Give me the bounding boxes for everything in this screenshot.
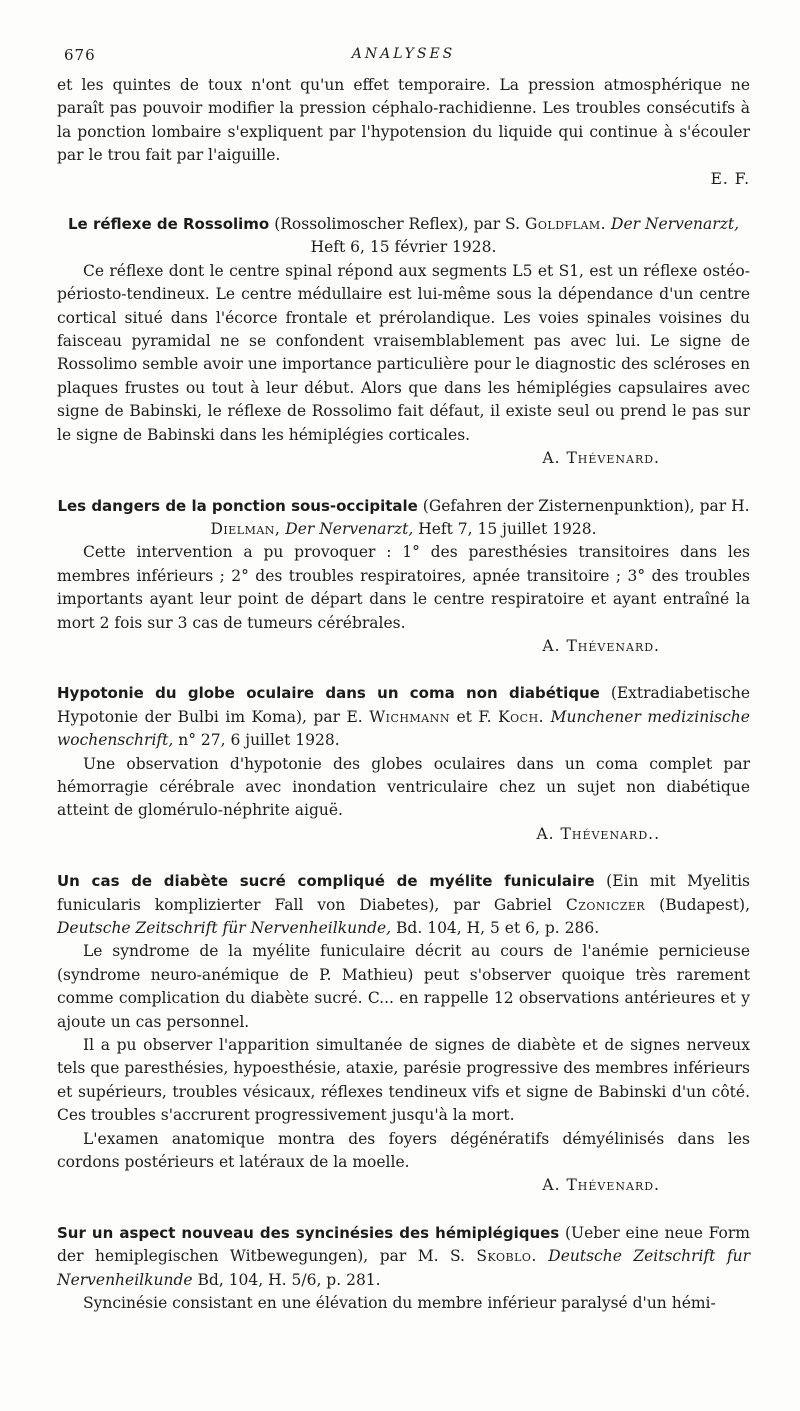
abstract-author: Skoblo. bbox=[476, 1247, 537, 1266]
abstract-by: par M. S. bbox=[379, 1247, 465, 1266]
continuation-paragraph bbox=[57, 74, 750, 168]
continuation-text: et les quintes de toux n'ont qu'un effet temporaire. La pression atmosphérique ne paraît pas pouvoir modifier la pression céphalo-rachidienne. Les troubles consécutifs à la ponction lombaire s'expliquent par l'hypotension du liquide qui continue à s'écouler par le trou fait par l'aiguille. bbox=[57, 76, 750, 165]
abstract-paragraph: Une observation d'hypotonie des globes oculaires dans un coma complet par hémorragie cérébrale avec inondation ventriculaire chez un sujet non diabétique atteint de glomérulo-néphrite aiguë. bbox=[57, 754, 750, 820]
abstract-heading bbox=[57, 870, 750, 940]
abstract-author: Goldflam. bbox=[525, 215, 607, 234]
abstract-translation: (Ueber eine neue Form der hemiplegischen Witbewegungen), bbox=[57, 1223, 750, 1266]
abstract-author: Dielman, bbox=[210, 519, 281, 538]
page-number: 676 bbox=[64, 46, 96, 64]
abstract-by: par Gabriel bbox=[453, 895, 552, 914]
abstract-reference: n° 27, 6 juillet 1928. bbox=[178, 731, 340, 750]
abstract-title: Sur un aspect nouveau des syncinésies des hémiplégiques bbox=[57, 1223, 560, 1242]
abstract-author: Czoniczer bbox=[565, 895, 646, 914]
abstract-signature: A. Thévenard. bbox=[542, 1176, 660, 1195]
running-head bbox=[57, 46, 750, 74]
abstract-journal: Munchener medizinische wochenschrift, bbox=[57, 707, 750, 750]
abstract-paragraph bbox=[57, 541, 750, 635]
abstract-title: Un cas de diabète sucré compliqué de myélite funiculaire bbox=[57, 872, 595, 891]
abstract-hypotonie bbox=[57, 682, 750, 846]
abstract-translation: (Ein mit Myelitis funicularis komplizierter Fall von Diabetes), bbox=[57, 872, 750, 914]
abstract-paragraph: Il a pu observer l'apparition simultanée de signes de diabète et de signes nerveux tels que paresthésies, hypoesthésie, ataxie, parésie progressive des membres inférieurs et supérieurs, troubles vésicaux, réflexes tendineux vifs et signe de Babinski d'un côté. Ces troubles s'accrurent progressivement jusqu'à la mort. bbox=[57, 1036, 750, 1125]
abstract-by: par S. bbox=[473, 215, 521, 234]
abstract-author-2: Koch. bbox=[498, 707, 545, 726]
abstract-heading bbox=[57, 213, 750, 260]
abstract-heading bbox=[57, 682, 750, 752]
abstract-reference: Heft 7, 15 juillet 1928. bbox=[418, 519, 597, 538]
abstract-journal: Der Nervenarzt, bbox=[285, 519, 414, 538]
abstract-paragraph: L'examen anatomique montra des foyers dégénératifs démyélinisés dans les cordons postérieurs et latéraux de la moelle. bbox=[57, 1129, 750, 1172]
abstract-reference: Bd. 104, H, 5 et 6, p. 286. bbox=[396, 919, 600, 937]
abstract-journal: Deutsche Zeitschrift fur Nervenheilkunde bbox=[57, 1247, 750, 1289]
abstract-heading bbox=[57, 1222, 750, 1292]
abstract-and: et F. bbox=[456, 707, 492, 726]
abstract-heading bbox=[57, 495, 750, 542]
abstract-rossolimo bbox=[57, 213, 750, 470]
abstract-by: par E. bbox=[313, 707, 363, 726]
abstract-paragraph: Ce réflexe dont le centre spinal répond aux segments L5 et S1, est un réflexe ostéo-périosto-tendineux. Le centre médullaire est lui-même sous la dépendance d'un centre cortical situé dans l'écorce frontale et prérolandique. Les voies spinales voisines du faisceau pyramidal ne se confondent vraisemblablement pas avec lui. Le signe de Rossolimo semble avoir une importance particulière pour le diagnostic des scléroses en plaques frustes ou tout à leur début. Alors que dans les hémiplégies capsulaires avec signe de Babinski, le réflexe de Rossolimo fait défaut, il existe seul ou prend le pas sur le signe de Babinski dans les hémiplégies corticales. bbox=[57, 261, 750, 444]
abstract-syncinesies bbox=[57, 1222, 750, 1316]
abstract-reference: Bd, 104, H. 5/6, p. 281. bbox=[197, 1270, 381, 1289]
abstract-author: Wichmann bbox=[369, 707, 450, 726]
abstract-translation: (Rossolimoscher Reflex), bbox=[274, 215, 469, 234]
continuation-signature: E. F. bbox=[710, 169, 750, 188]
abstract-reference: Heft 6, 15 février 1928. bbox=[310, 238, 497, 257]
abstract-signature: A. Thévenard.. bbox=[536, 824, 660, 843]
abstract-place: (Budapest), bbox=[659, 895, 751, 914]
running-title: ANALYSES bbox=[351, 46, 456, 62]
abstract-journal: Der Nervenarzt, bbox=[611, 215, 740, 234]
abstract-ponction-sous-occipitale bbox=[57, 495, 750, 659]
abstract-myelite-funiculaire bbox=[57, 870, 750, 1198]
abstract-translation: (Gefahren der Zisternenpunktion), bbox=[422, 496, 695, 515]
abstract-paragraph: Syncinésie consistant en une élévation du membre inférieur paralysé d'un hémi- bbox=[83, 1294, 716, 1313]
abstract-by: par H. bbox=[699, 496, 750, 515]
abstract-journal: Deutsche Zeitschrift für Nervenheilkunde, bbox=[57, 919, 392, 937]
abstract-paragraph: Le syndrome de la myélite funiculaire décrit au cours de l'anémie pernicieuse (syndrome neuro-anémique de P. Mathieu) peut s'observer quoique très rarement comme complication du diabète sucré. C... en rappelle 12 observations antérieures et y ajoute un cas personnel. bbox=[57, 942, 750, 1031]
abstract-title: Hypotonie du globe oculaire dans un coma non diabétique bbox=[57, 684, 600, 703]
abstract-translation: (Extradiabetische Hypotonie der Bulbi im Koma), bbox=[57, 684, 750, 726]
abstract-signature: A. Thévenard. bbox=[542, 636, 660, 655]
abstract-title: Le réflexe de Rossolimo bbox=[67, 215, 270, 234]
abstract-signature: A. Thévenard. bbox=[542, 449, 660, 468]
abstract-title: Les dangers de la ponction sous-occipitale bbox=[57, 496, 418, 515]
continuation-block bbox=[57, 74, 750, 191]
abstract-paragraph-text: Cette intervention a pu provoquer : 1° des paresthésies transitoires dans les membres inférieurs ; 2° des troubles respiratoires, apnée transitoire ; 3° des troubles importants ayant leur point de départ dans le centre respiratoire et ayant entraîné la mort 2 fois sur 3 cas de tumeurs cérébrales. bbox=[57, 543, 750, 632]
